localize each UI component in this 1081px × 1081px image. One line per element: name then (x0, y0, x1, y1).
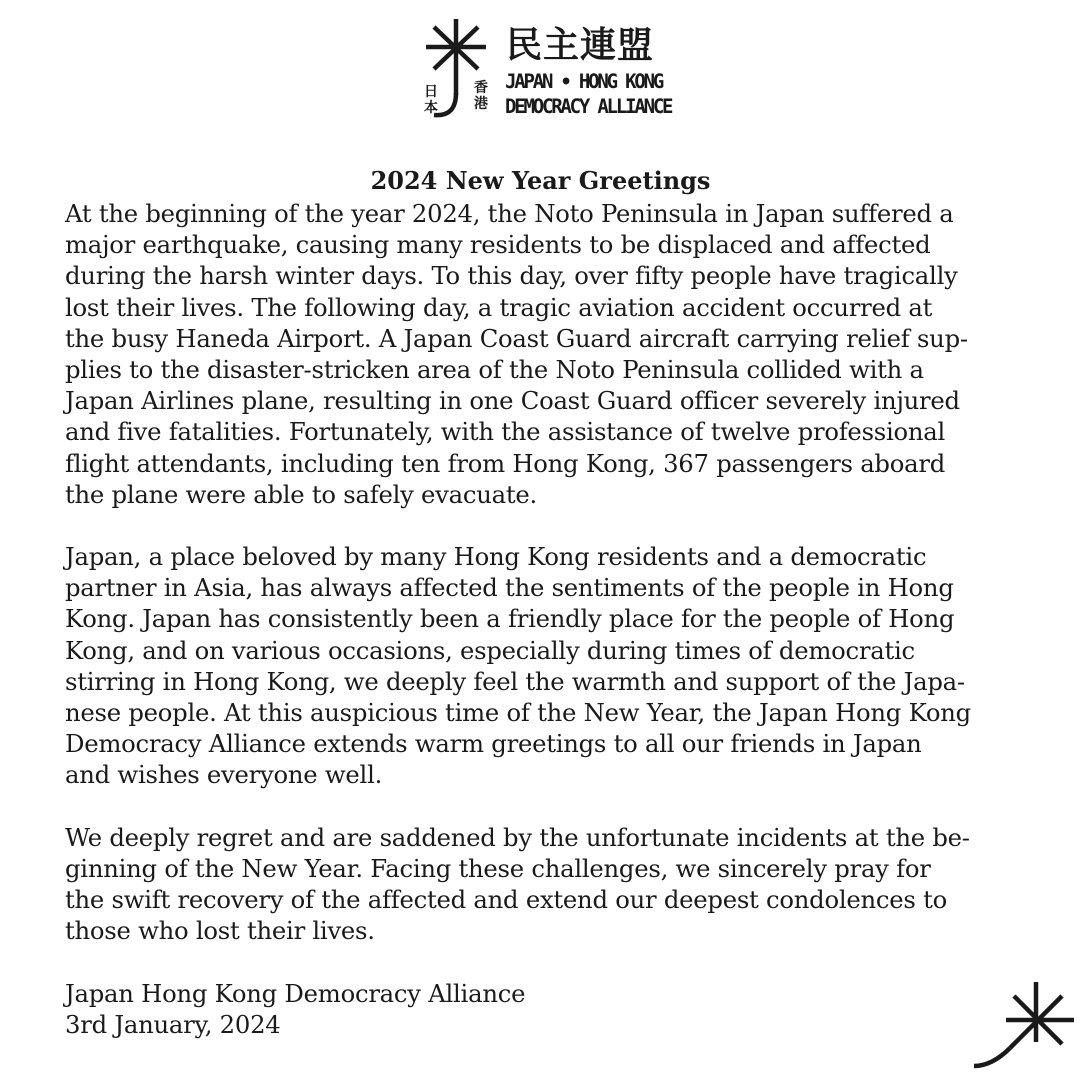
signature-date: 3rd January, 2024 (65, 1009, 281, 1039)
logo-english-name-line1: JAPAN • HONG KONG (505, 70, 663, 94)
logo-side-text-right: 香 港 (474, 80, 488, 112)
paragraph-3 (65, 822, 1035, 947)
corner-logo-mark-icon (970, 980, 1078, 1072)
text-line: the busy Haneda Airport. A Japan Coast Guard aircraft carrying relief sup- (65, 323, 968, 353)
text-line: Kong, and on various occasions, especially during times of democratic (65, 635, 915, 665)
text-line: We deeply regret and are saddened by the unfortunate incidents at the be- (65, 822, 970, 852)
text-line: Democracy Alliance extends warm greetings to all our friends in Japan (65, 729, 922, 759)
text-line: during the harsh winter days. To this day, over fifty people have tragically (65, 261, 958, 291)
signature-org: Japan Hong Kong Democracy Alliance (65, 978, 526, 1008)
text-line: Japan, a place beloved by many Hong Kong residents and a democratic (65, 542, 927, 572)
text-line: nese people. At this auspicious time of the New Year, the Japan Hong Kong (65, 698, 971, 727)
text-line: the swift recovery of the affected and extend our deepest condolences to (65, 885, 947, 915)
text-line: stirring in Hong Kong, we deeply feel the warmth and support of the Japa- (65, 666, 965, 696)
logo-side-text-left: 日 本 (424, 84, 438, 116)
text-line: Japan Airlines plane, resulting in one Coast Guard officer severely injured (65, 386, 960, 416)
text-line: the plane were able to safely evacuate. (65, 479, 537, 509)
text-line: flight attendants, including ten from Hong Kong, 367 passengers aboard (65, 448, 946, 478)
letter-body (65, 198, 1035, 1040)
logo-chinese-name: 民主連盟 (506, 25, 655, 66)
text-line: plies to the disaster-stricken area of the Noto Peninsula collided with a (65, 354, 924, 384)
paragraph-1 (65, 198, 1035, 510)
text-line: lost their lives. The following day, a tragic aviation accident occurred at (65, 292, 933, 322)
text-line: ginning of the New Year. Facing these challenges, we sincerely pray for (65, 853, 931, 883)
text-line: major earthquake, causing many residents to be displaced and affected (65, 230, 931, 260)
logo-english-name-line2: DEMOCRACY ALLIANCE (505, 95, 672, 119)
text-line: and wishes everyone well. (65, 760, 383, 790)
paragraph-2 (65, 541, 1035, 791)
text-line: those who lost their lives. (65, 916, 375, 946)
text-line: and five fatalities. Fortunately, with the assistance of twelve professional (65, 417, 946, 447)
text-line: partner in Asia, has always affected the sentiments of the people in Hong (65, 573, 954, 603)
signature (65, 978, 1035, 1040)
page-title: 2024 New Year Greetings (370, 166, 711, 195)
text-line: Kong. Japan has consistently been a friendly place for the people of Hong (65, 604, 955, 634)
text-line: At the beginning of the year 2024, the Noto Peninsula in Japan suffered a (65, 199, 954, 228)
